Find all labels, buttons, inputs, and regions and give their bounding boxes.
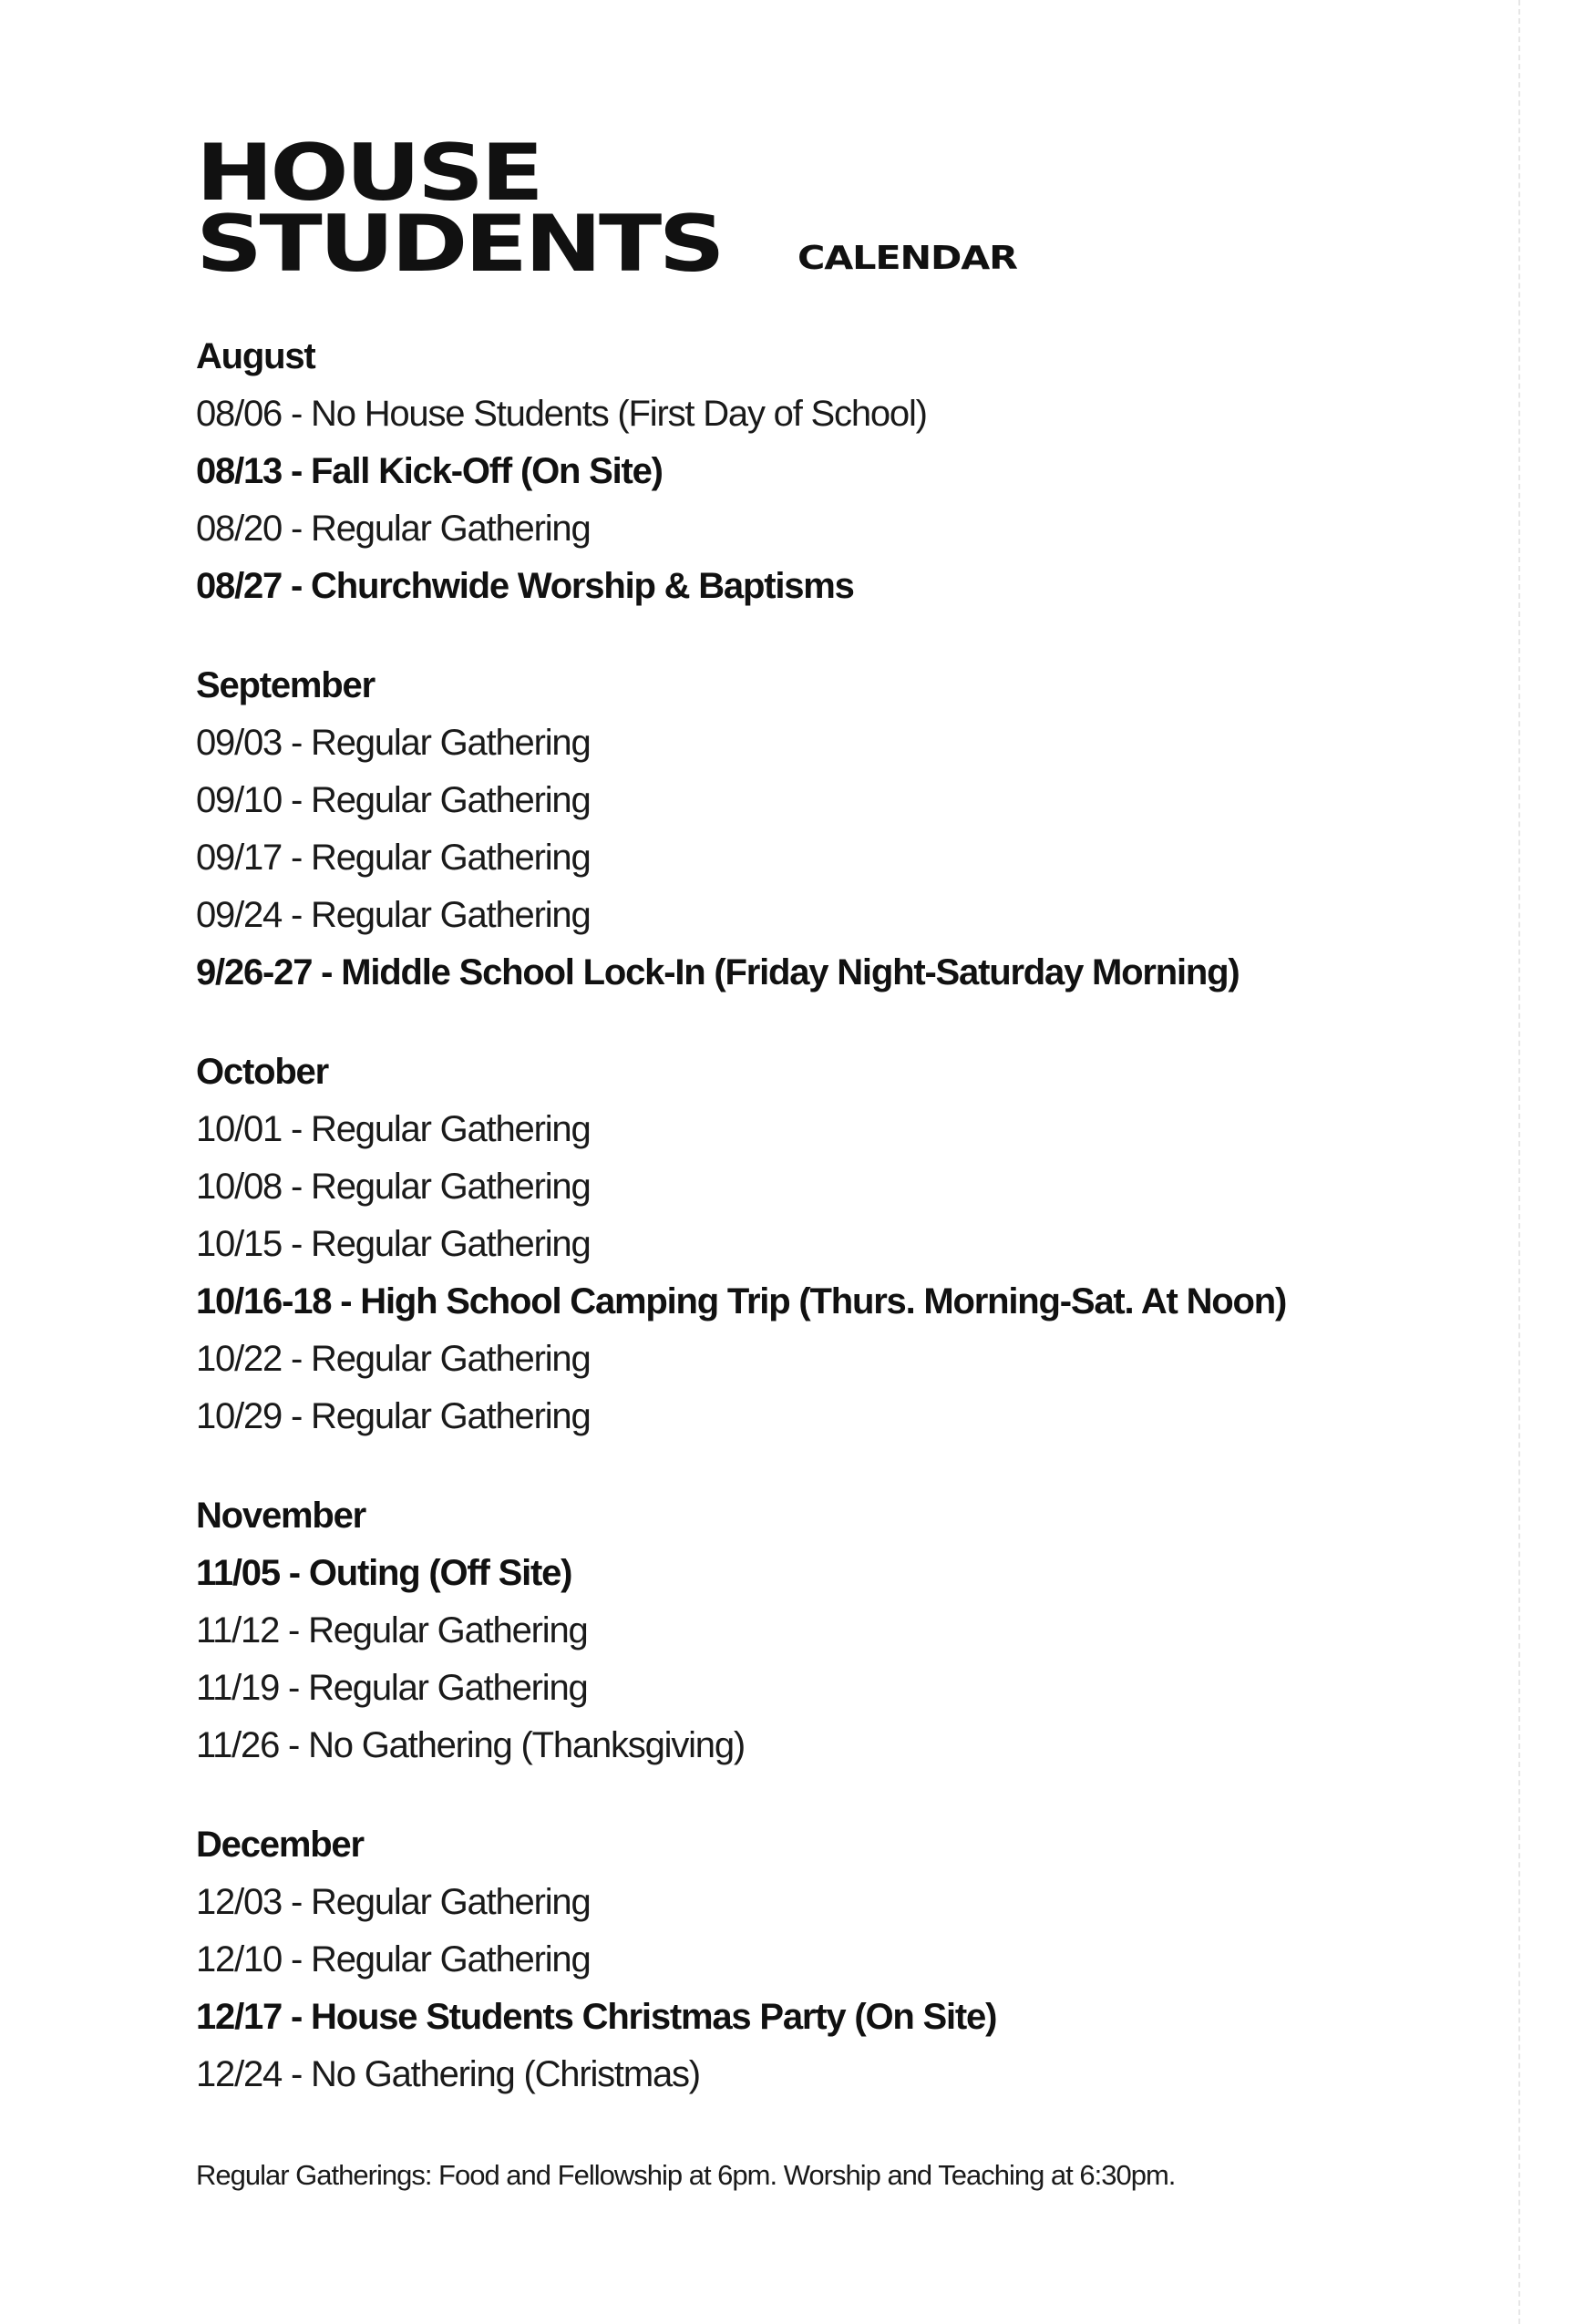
month-heading: September	[196, 665, 375, 705]
event-item: 10/01 - Regular Gathering	[196, 1109, 591, 1149]
event-item: 12/03 - Regular Gathering	[196, 1882, 591, 1922]
month-heading: October	[196, 1052, 328, 1092]
title-line-students: STUDENTS	[196, 199, 723, 290]
month-heading: December	[196, 1825, 364, 1865]
event-item: 09/17 - Regular Gathering	[196, 838, 591, 878]
event-item-highlighted: 12/17 - House Students Christmas Party (On Site)	[196, 1997, 997, 2037]
month-heading: November	[196, 1496, 366, 1536]
month-august	[196, 328, 1472, 615]
event-item: 10/15 - Regular Gathering	[196, 1224, 591, 1264]
event-item: 10/08 - Regular Gathering	[196, 1167, 591, 1207]
event-item: 11/26 - No Gathering (Thanksgiving)	[196, 1725, 746, 1765]
month-heading: August	[196, 336, 315, 376]
month-november	[196, 1487, 1472, 1774]
event-item-highlighted: 08/27 - Churchwide Worship & Baptisms	[196, 566, 854, 606]
event-item-highlighted: 08/13 - Fall Kick-Off (On Site)	[196, 451, 663, 491]
page-edge-divider	[1518, 0, 1520, 2324]
event-item: 12/24 - No Gathering (Christmas)	[196, 2054, 700, 2094]
gathering-times-footnote: Regular Gatherings: Food and Fellowship at 6pm. Worship and Teaching at 6:30pm.	[196, 2159, 1176, 2191]
event-item: 08/06 - No House Students (First Day of School)	[196, 394, 927, 434]
page-header	[196, 128, 1107, 290]
event-item: 09/03 - Regular Gathering	[196, 723, 591, 763]
event-item: 10/22 - Regular Gathering	[196, 1339, 591, 1379]
calendar-subtitle: CALENDAR	[797, 240, 1017, 277]
month-september	[196, 657, 1472, 1002]
event-item: 09/10 - Regular Gathering	[196, 780, 591, 820]
event-item: 11/19 - Regular Gathering	[196, 1668, 588, 1708]
event-item-highlighted: 11/05 - Outing (Off Site)	[196, 1553, 572, 1593]
event-item: 11/12 - Regular Gathering	[196, 1610, 588, 1650]
event-item: 10/29 - Regular Gathering	[196, 1396, 591, 1436]
event-item: 12/10 - Regular Gathering	[196, 1939, 591, 1980]
month-december	[196, 1816, 1472, 2103]
month-october	[196, 1044, 1472, 1445]
event-item: 08/20 - Regular Gathering	[196, 509, 591, 549]
title-line-house: HOUSE	[196, 128, 541, 219]
event-item: 09/24 - Regular Gathering	[196, 895, 591, 935]
event-item-highlighted: 10/16-18 - High School Camping Trip (Thurs. Morning-Sat. At Noon)	[196, 1281, 1287, 1321]
calendar-content	[196, 328, 1472, 2145]
event-item-highlighted: 9/26-27 - Middle School Lock-In (Friday Night-Saturday Morning)	[196, 952, 1240, 992]
